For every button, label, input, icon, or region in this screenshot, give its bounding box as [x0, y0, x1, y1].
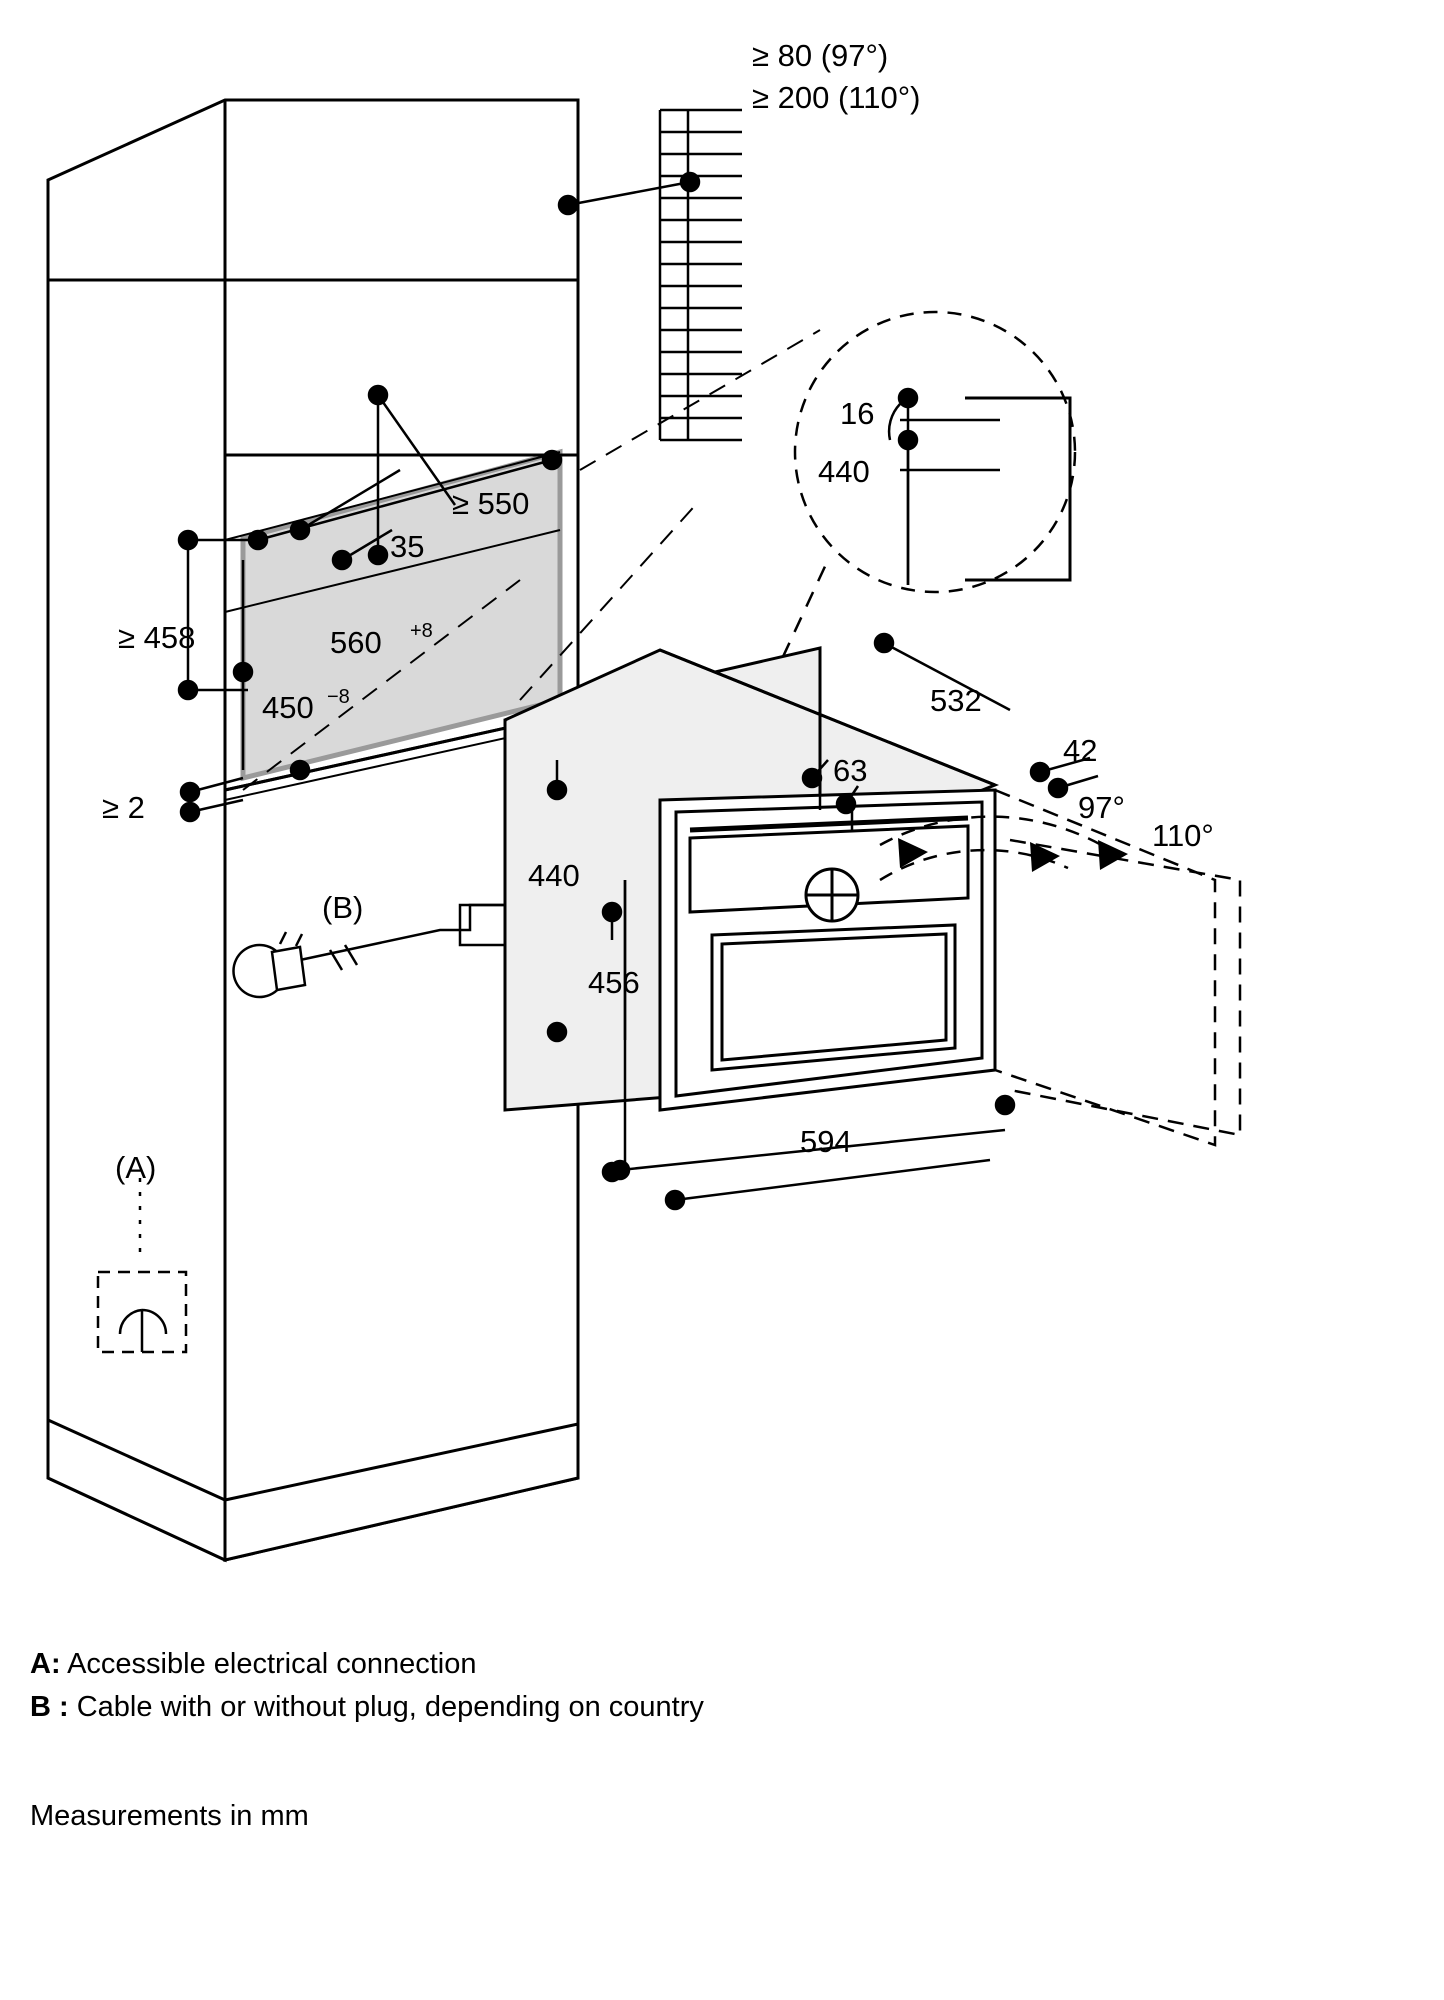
label-marker-a: (A): [115, 1150, 157, 1185]
connection-box-a: [98, 1178, 186, 1352]
label-marker-b: (B): [322, 890, 364, 925]
label-detail-440: 440: [818, 454, 870, 489]
label-niche-560-tol: +8: [410, 620, 433, 642]
label-42: 42: [1063, 733, 1098, 768]
label-niche-550: ≥ 550: [452, 486, 530, 521]
label-456: 456: [588, 965, 640, 1000]
label-niche-560: 560: [330, 625, 382, 660]
legend-a-text: Accessible electrical connection: [67, 1648, 477, 1680]
label-niche-458: ≥ 458: [118, 620, 196, 655]
label-niche-35: 35: [390, 529, 425, 564]
detail-circle: [795, 312, 1075, 592]
label-detail-16: 16: [840, 396, 875, 431]
label-532: 532: [930, 683, 982, 718]
label-niche-2: ≥ 2: [102, 790, 145, 825]
cabinet-body: [48, 100, 578, 1560]
label-angle-110: 110°: [1152, 818, 1214, 853]
label-niche-450-tol: −8: [327, 686, 350, 708]
label-vent-200: ≥ 200 (110°): [752, 80, 921, 115]
legend-a-key: A:: [30, 1648, 61, 1680]
legend-units: Measurements in mm: [30, 1800, 309, 1832]
legend-a: [30, 1648, 477, 1681]
label-vent-80: ≥ 80 (97°): [752, 38, 889, 73]
label-niche-450: 450: [262, 690, 314, 725]
label-440-appliance: 440: [528, 858, 580, 893]
legend-b-text: Cable with or without plug, depending on country: [76, 1691, 704, 1723]
label-angle-97: 97°: [1078, 790, 1125, 825]
label-594: 594: [800, 1124, 852, 1159]
ventilation-hatching: [660, 110, 742, 440]
label-63: 63: [833, 753, 868, 788]
legend-b: [30, 1691, 704, 1724]
ventilation-leader: [559, 173, 699, 214]
legend-b-key: B :: [30, 1691, 69, 1723]
